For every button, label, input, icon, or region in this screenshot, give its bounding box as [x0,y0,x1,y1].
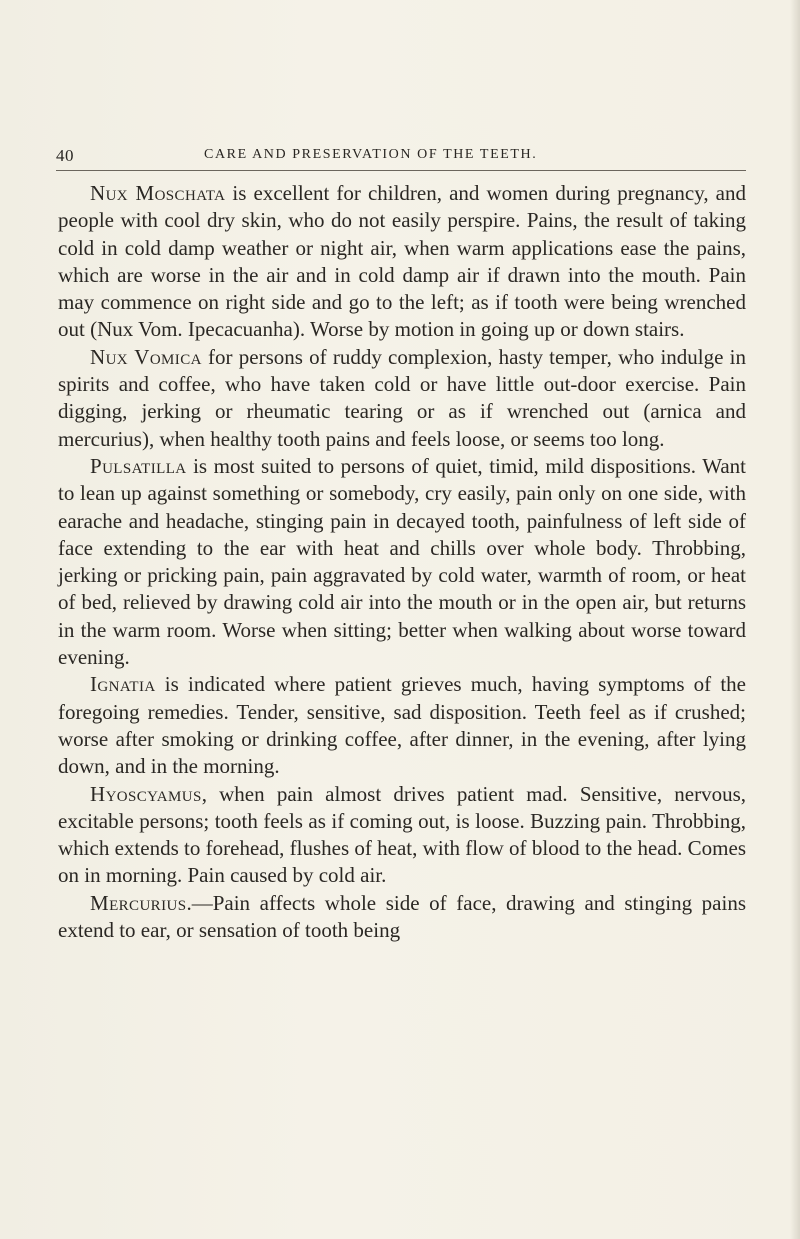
paragraph-pulsatilla [58,453,746,671]
paragraph-text: is indicated where patient grieves much, having symptoms of the foregoing remedies. Tender, sensitive, sad disposition. Teeth feel as if crushed; worse after smoking or drinking coffee, after dinner, in the evening, after lying down, and in the morning. [58,672,746,779]
paragraph-text: .—Pain affects whole side of face, drawing and stinging pains extend to ear, or sensation of tooth being [58,890,746,943]
remedy-term: Nux Moschata [90,181,226,205]
running-title: CARE AND PRESERVATION OF THE TEETH. [204,147,538,162]
paragraph-ignatia [58,671,746,780]
remedy-term: Hyoscyamus [90,781,202,806]
paragraph-text: is excellent for children, and women during pregnancy, and people with cool dry skin, who do not easily perspire. Pains, the result of taking cold in cold damp weather or night air, when warm applications ease the pains, which are worse in the air and in cold damp air if drawn into the mouth. Pain may commence on right side and go to the left; as if tooth were being wrenched out (Nux Vom. Ipecacuanha). Worse by motion in going up or down stairs. [58,181,746,342]
page-header [56,146,746,171]
remedy-term: Mercurius [90,890,187,915]
body-text [58,180,746,944]
page-number: 40 [56,146,74,165]
remedy-term: Pulsatilla [90,453,187,478]
paragraph-text: , when pain almost drives patient mad. Sensitive, nervous, excitable persons; tooth feels as if coming out, is loose. Buzzing pain. Throbbing, which extends to forehead, flushes of heat, with flow of blood to the head. Comes on in morning. Pain caused by cold air. [58,781,746,888]
paragraph-text: for persons of ruddy complexion, hasty temper, who indulge in spirits and coffee, who have taken cold or have little out-door exercise. Pain digging, jerking or rheumatic tearing or as if wrenched out (arnica and mercurius), when healthy tooth pains and feels loose, or seems too long. [58,344,747,451]
page-edge-shadow [790,0,800,1239]
paragraph-mercurius [58,890,746,945]
paragraph-text: is most suited to persons of quiet, timid, mild dispositions. Want to lean up against something or somebody, cry easily, pain only on one side, with earache and headache, stinging pain in decayed tooth, painfulness of left side of face extending to the ear with heat and chills over whole body. Throbbing, jerking or pricking pain, pain aggravated by cold water, warmth of room, or heat of bed, relieved by drawing cold air into the mouth or in the open air, but returns in the warm room. Worse when sitting; better when walking about worse toward evening. [58,453,746,670]
remedy-term: Ignatia [90,672,156,697]
remedy-term: Nux Vomica [90,344,202,369]
paragraph-nux-moschata [58,180,746,344]
paragraph-hyoscyamus [58,781,746,890]
paragraph-nux-vomica [58,344,746,453]
